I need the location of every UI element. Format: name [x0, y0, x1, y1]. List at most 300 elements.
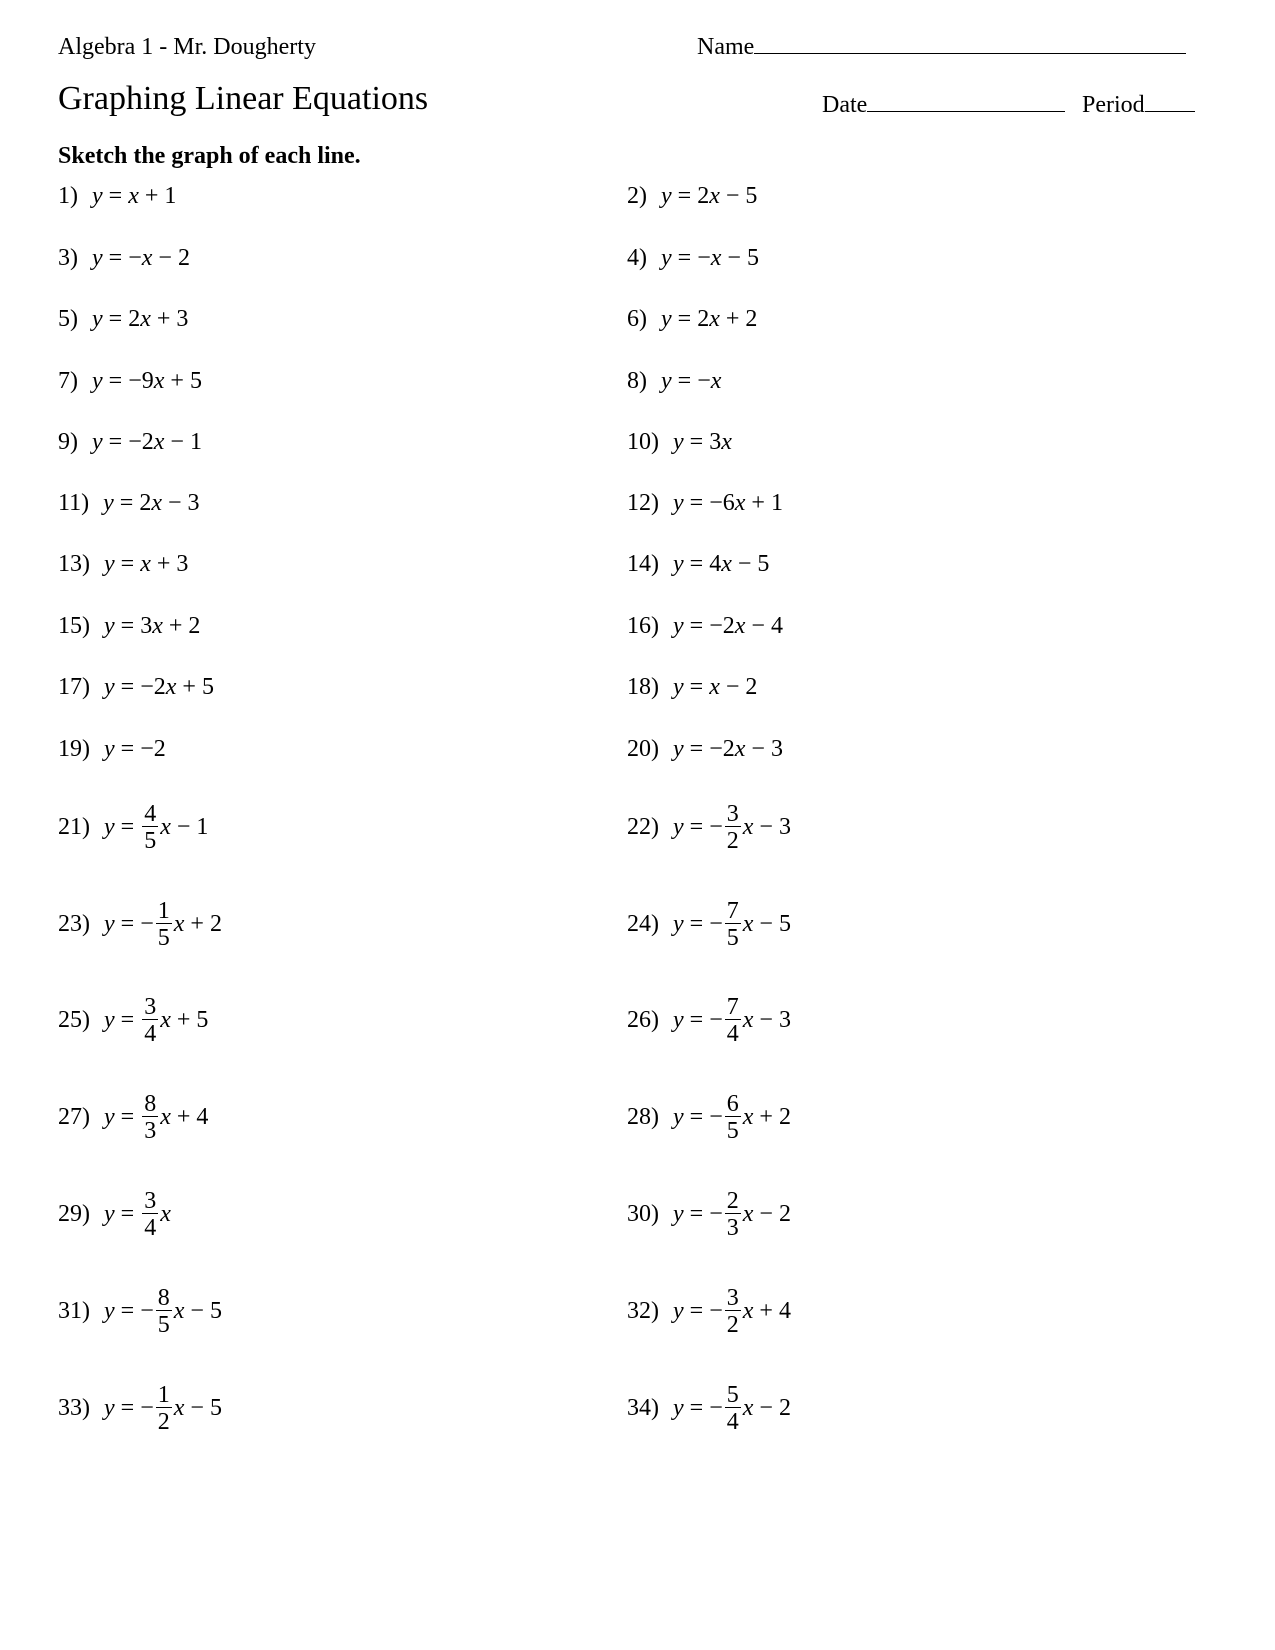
- fraction: [142, 802, 158, 853]
- fraction-denominator: 2: [157, 1408, 170, 1435]
- equation-term: 5: [746, 244, 759, 271]
- equation-term: 2: [177, 244, 190, 271]
- problem-number: 20): [627, 735, 659, 762]
- fraction-numerator: 4: [144, 800, 157, 827]
- equation: [661, 183, 757, 210]
- equation: [673, 613, 783, 640]
- equation-term: y: [104, 910, 115, 937]
- equation-term: 5: [201, 673, 214, 700]
- equation-term: y: [673, 612, 684, 639]
- equation-term: =: [120, 1103, 135, 1130]
- equation-term: =: [689, 813, 704, 840]
- problem-item: [627, 897, 791, 951]
- equation-term: 1: [189, 428, 202, 455]
- problem-item: [627, 176, 757, 216]
- equation-term: x: [709, 305, 720, 332]
- equation-term: y: [92, 305, 103, 332]
- equation-term: x: [151, 489, 162, 516]
- fraction-denominator: 4: [144, 1020, 157, 1047]
- equation-term: +: [168, 612, 183, 639]
- equation-term: x: [152, 612, 163, 639]
- problem-item: [58, 299, 188, 339]
- equation-term: 2: [745, 673, 758, 700]
- equation-term: 2: [745, 305, 758, 332]
- equation-rest: x − 5: [173, 1297, 222, 1324]
- equation-term: =: [689, 1394, 704, 1421]
- equation-term: −: [167, 489, 182, 516]
- fraction-numerator: 1: [157, 1381, 170, 1408]
- equation-term: −: [727, 244, 741, 271]
- fraction-numerator: 7: [726, 897, 739, 924]
- problem-item: [627, 1381, 791, 1435]
- equation-term: 3: [176, 550, 189, 577]
- problem-item: [58, 422, 202, 462]
- period-label: Period: [1082, 92, 1145, 118]
- equation-sign: −: [709, 1394, 723, 1421]
- equation: [92, 368, 202, 395]
- equation-term: −6: [709, 489, 735, 516]
- equation-term: y: [661, 244, 672, 271]
- equation-term: y: [104, 1297, 115, 1324]
- problem-item: [627, 993, 791, 1047]
- equation: [104, 551, 188, 578]
- equation-term: y: [104, 813, 115, 840]
- equation-term: y: [673, 1297, 684, 1324]
- problem-item: [58, 1381, 222, 1435]
- equation-term: −2: [128, 428, 154, 455]
- fraction-denominator: 2: [726, 1311, 739, 1338]
- equation-term: +: [182, 673, 196, 700]
- equation-term: −: [158, 244, 172, 271]
- equation-term: 5: [757, 550, 770, 577]
- fraction-denominator: 3: [144, 1117, 157, 1144]
- equation-term: x: [141, 244, 153, 271]
- equation-term: x: [140, 305, 151, 332]
- problem-number: 26): [627, 1006, 659, 1033]
- equation-term: −: [697, 367, 711, 394]
- problem-item: [58, 800, 209, 854]
- fraction-numerator: 3: [144, 993, 157, 1020]
- equation-rest: x − 2: [742, 1394, 791, 1421]
- problem-item: [627, 800, 791, 854]
- equation: [104, 674, 214, 701]
- equation-sign: −: [140, 910, 154, 937]
- equation-term: 3: [187, 489, 200, 516]
- equation-term: =: [108, 305, 123, 332]
- equation-term: =: [108, 182, 123, 209]
- equation-term: +: [144, 182, 159, 209]
- equation-term: =: [677, 244, 692, 271]
- equation: [661, 245, 759, 272]
- problem-number: 21): [58, 813, 90, 840]
- equation: [673, 1189, 791, 1240]
- equation-term: =: [689, 673, 704, 700]
- equation-term: 4: [770, 612, 783, 639]
- equation-term: −: [170, 428, 184, 455]
- equation-term: =: [689, 489, 704, 516]
- problem-item: [627, 422, 732, 462]
- instructions: Sketch the graph of each line.: [58, 143, 361, 169]
- equation: [673, 490, 783, 517]
- problem-number: 8): [627, 367, 647, 394]
- equation-term: 3: [770, 735, 783, 762]
- equation-term: y: [104, 612, 115, 639]
- problem-item: [58, 483, 200, 523]
- equation: [104, 736, 166, 763]
- problem-item: [58, 361, 202, 401]
- fraction: [725, 802, 741, 853]
- equation: [104, 1286, 222, 1337]
- equation-term: −9: [128, 367, 154, 394]
- equation: [104, 995, 208, 1046]
- equation-term: =: [120, 735, 135, 762]
- fraction: [725, 995, 741, 1046]
- equation-term: =: [689, 1006, 704, 1033]
- equation-term: y: [673, 1200, 684, 1227]
- equation-term: =: [689, 1297, 704, 1324]
- equation: [92, 183, 176, 210]
- equation-term: y: [104, 550, 115, 577]
- fraction-denominator: 5: [157, 924, 170, 951]
- equation-rest: x − 5: [742, 910, 791, 937]
- equation: [673, 899, 791, 950]
- equation-term: =: [689, 1103, 704, 1130]
- equation-term: 3: [709, 428, 722, 455]
- equation-rest: x + 2: [742, 1103, 791, 1130]
- problem-number: 23): [58, 910, 90, 937]
- problem-number: 31): [58, 1297, 90, 1324]
- equation-term: x: [734, 489, 746, 516]
- problem-number: 10): [627, 428, 659, 455]
- fraction-numerator: 3: [726, 800, 739, 827]
- fraction: [142, 995, 158, 1046]
- equation-term: =: [689, 1200, 704, 1227]
- equation-term: y: [673, 735, 684, 762]
- equation-term: y: [673, 1103, 684, 1130]
- equation-rest: x + 2: [173, 910, 222, 937]
- problem-number: 25): [58, 1006, 90, 1033]
- equation-term: =: [120, 910, 135, 937]
- problem-item: [627, 667, 757, 707]
- equation-rest: x − 3: [742, 1006, 791, 1033]
- problem-number: 34): [627, 1394, 659, 1421]
- equation-term: y: [661, 182, 672, 209]
- fraction: [142, 1189, 158, 1240]
- problem-number: 14): [627, 550, 659, 577]
- equation-term: −: [697, 244, 711, 271]
- equation-term: y: [92, 428, 103, 455]
- problem-item: [627, 1284, 791, 1338]
- equation: [673, 802, 791, 853]
- problem-item: [58, 993, 209, 1047]
- equation-term: =: [120, 1394, 135, 1421]
- fraction: [156, 899, 172, 950]
- equation-term: =: [120, 550, 135, 577]
- equation-term: =: [120, 673, 135, 700]
- equation: [673, 1383, 791, 1434]
- equation-term: =: [120, 1006, 135, 1033]
- equation-term: 2: [139, 489, 152, 516]
- fraction-denominator: 4: [144, 1214, 157, 1241]
- problem-item: [627, 1090, 791, 1144]
- equation-term: −2: [140, 673, 166, 700]
- fraction: [142, 1092, 158, 1143]
- problem-item: [627, 299, 757, 339]
- problem-number: 12): [627, 489, 659, 516]
- equation-term: x: [734, 612, 746, 639]
- fraction: [725, 1092, 741, 1143]
- fraction: [725, 1286, 741, 1337]
- equation-term: −: [128, 244, 142, 271]
- name-label: Name: [697, 34, 755, 60]
- equation-term: y: [104, 1103, 115, 1130]
- equation-sign: −: [709, 910, 723, 937]
- date-label: Date: [822, 92, 868, 118]
- problem-item: [58, 544, 188, 584]
- name-blank[interactable]: [754, 52, 1186, 54]
- equation-term: =: [677, 305, 692, 332]
- equation-term: =: [689, 612, 704, 639]
- equation-term: y: [92, 367, 103, 394]
- equation: [92, 429, 202, 456]
- problem-number: 29): [58, 1200, 90, 1227]
- equation-term: y: [92, 182, 103, 209]
- equation-term: x: [140, 550, 151, 577]
- equation-term: y: [103, 489, 114, 516]
- equation: [673, 429, 732, 456]
- equation-term: −2: [709, 735, 735, 762]
- equation-term: x: [734, 735, 746, 762]
- equation-sign: −: [140, 1297, 154, 1324]
- equation-term: y: [104, 1394, 115, 1421]
- equation-term: x: [709, 182, 720, 209]
- fraction-numerator: 8: [144, 1090, 157, 1117]
- problem-number: 33): [58, 1394, 90, 1421]
- equation-term: =: [119, 489, 134, 516]
- name-field[interactable]: [697, 34, 1186, 61]
- equation-term: −: [737, 550, 752, 577]
- problem-item: [58, 1284, 222, 1338]
- equation-term: 3: [176, 305, 189, 332]
- problem-number: 7): [58, 367, 78, 394]
- problem-item: [58, 667, 214, 707]
- equation-sign: −: [709, 1006, 723, 1033]
- equation-term: +: [156, 550, 171, 577]
- equation-term: =: [677, 182, 692, 209]
- problem-number: 19): [58, 735, 90, 762]
- equation-term: x: [721, 428, 732, 455]
- problem-item: [58, 729, 166, 769]
- equation-term: 1: [770, 489, 783, 516]
- fraction-numerator: 5: [726, 1381, 739, 1408]
- problem-item: [627, 544, 769, 584]
- equation: [673, 736, 783, 763]
- equation-term: =: [108, 244, 123, 271]
- fraction: [725, 1383, 741, 1434]
- equation: [104, 613, 200, 640]
- equation-term: =: [677, 367, 692, 394]
- problem-item: [58, 606, 200, 646]
- equation-term: −: [751, 735, 765, 762]
- equation-term: =: [689, 550, 704, 577]
- fraction-numerator: 3: [144, 1187, 157, 1214]
- equation: [92, 245, 190, 272]
- problem-item: [627, 606, 783, 646]
- equation: [104, 1092, 208, 1143]
- equation-term: −2: [140, 735, 166, 762]
- equation-term: 2: [128, 305, 141, 332]
- problem-item: [58, 176, 176, 216]
- equation-term: y: [673, 1006, 684, 1033]
- equation-term: =: [120, 813, 135, 840]
- equation-term: x: [128, 182, 139, 209]
- problem-number: 13): [58, 550, 90, 577]
- equation-term: 5: [189, 367, 202, 394]
- fraction: [725, 899, 741, 950]
- worksheet-title: Graphing Linear Equations: [58, 80, 429, 117]
- equation-term: −: [751, 612, 765, 639]
- fraction-denominator: 5: [157, 1311, 170, 1338]
- equation-term: x: [165, 673, 177, 700]
- equation-term: 4: [709, 550, 722, 577]
- problem-number: 15): [58, 612, 90, 639]
- equation-term: 5: [745, 182, 758, 209]
- problem-item: [58, 238, 190, 278]
- equation: [673, 674, 757, 701]
- equation-term: =: [689, 428, 704, 455]
- fraction: [156, 1383, 172, 1434]
- equation-rest: x + 4: [160, 1103, 209, 1130]
- fraction-numerator: 7: [726, 993, 739, 1020]
- equation-term: y: [661, 305, 672, 332]
- equation-term: x: [153, 428, 165, 455]
- equation: [661, 368, 721, 395]
- equation-term: −2: [709, 612, 735, 639]
- problem-number: 27): [58, 1103, 90, 1130]
- problem-number: 16): [627, 612, 659, 639]
- problem-item: [627, 483, 783, 523]
- fraction-numerator: 6: [726, 1090, 739, 1117]
- equation: [673, 1286, 791, 1337]
- fraction-numerator: 2: [726, 1187, 739, 1214]
- fraction-denominator: 3: [726, 1214, 739, 1241]
- equation-term: +: [725, 305, 740, 332]
- equation-term: x: [709, 673, 720, 700]
- problem-number: 5): [58, 305, 78, 332]
- equation-term: =: [120, 612, 135, 639]
- problem-number: 4): [627, 244, 647, 271]
- equation-rest: x: [160, 1200, 171, 1227]
- equation-term: =: [120, 1297, 135, 1324]
- equation-term: y: [661, 367, 672, 394]
- equation-term: x: [710, 367, 722, 394]
- problem-number: 6): [627, 305, 647, 332]
- equation-term: y: [673, 673, 684, 700]
- fraction-denominator: 4: [726, 1408, 739, 1435]
- equation-term: y: [104, 673, 115, 700]
- equation-term: 2: [188, 612, 201, 639]
- problem-number: 24): [627, 910, 659, 937]
- equation-term: y: [673, 489, 684, 516]
- equation-term: y: [673, 428, 684, 455]
- equation-term: 1: [164, 182, 177, 209]
- equation-term: 2: [697, 182, 710, 209]
- equation: [104, 1189, 171, 1240]
- equation-term: +: [751, 489, 765, 516]
- equation-term: y: [673, 550, 684, 577]
- date-field[interactable]: [822, 92, 1065, 119]
- equation-term: y: [673, 1394, 684, 1421]
- equation: [104, 802, 208, 853]
- equation: [673, 551, 769, 578]
- equation-sign: −: [140, 1394, 154, 1421]
- fraction-numerator: 1: [157, 897, 170, 924]
- fraction-numerator: 8: [157, 1284, 170, 1311]
- date-blank[interactable]: [867, 110, 1065, 112]
- equation-term: x: [710, 244, 722, 271]
- problem-number: 28): [627, 1103, 659, 1130]
- equation-term: =: [120, 1200, 135, 1227]
- equation-sign: −: [709, 813, 723, 840]
- equation-term: −: [725, 673, 740, 700]
- equation-rest: x − 3: [742, 813, 791, 840]
- problem-number: 1): [58, 182, 78, 209]
- equation-term: y: [673, 910, 684, 937]
- equation-term: +: [170, 367, 184, 394]
- fraction-denominator: 5: [726, 924, 739, 951]
- problem-number: 18): [627, 673, 659, 700]
- period-blank[interactable]: [1145, 110, 1195, 112]
- equation: [92, 306, 188, 333]
- equation-term: 3: [140, 612, 153, 639]
- equation-rest: x − 2: [742, 1200, 791, 1227]
- equation-term: y: [104, 1006, 115, 1033]
- problem-number: 11): [58, 489, 90, 516]
- equation-term: x: [153, 367, 165, 394]
- problem-item: [627, 1187, 791, 1241]
- equation-term: y: [673, 813, 684, 840]
- equation-sign: −: [709, 1297, 723, 1324]
- equation-term: y: [92, 244, 103, 271]
- problem-item: [627, 361, 721, 401]
- problem-item: [58, 1187, 171, 1241]
- equation-rest: x − 5: [173, 1394, 222, 1421]
- problem-item: [58, 1090, 209, 1144]
- fraction-denominator: 4: [726, 1020, 739, 1047]
- problem-number: 9): [58, 428, 78, 455]
- equation: [104, 1383, 222, 1434]
- problem-number: 22): [627, 813, 659, 840]
- fraction: [156, 1286, 172, 1337]
- equation-rest: x − 1: [160, 813, 209, 840]
- problem-item: [58, 897, 222, 951]
- equation-term: y: [104, 735, 115, 762]
- fraction-denominator: 5: [144, 827, 157, 854]
- equation: [673, 995, 791, 1046]
- fraction: [725, 1189, 741, 1240]
- equation-rest: x + 5: [160, 1006, 209, 1033]
- equation-term: =: [689, 735, 704, 762]
- fraction-numerator: 3: [726, 1284, 739, 1311]
- equation: [673, 1092, 791, 1143]
- equation-term: =: [689, 910, 704, 937]
- equation: [103, 490, 199, 517]
- fraction-denominator: 2: [726, 827, 739, 854]
- equation-term: =: [108, 428, 123, 455]
- equation-term: +: [156, 305, 171, 332]
- period-field[interactable]: [1082, 92, 1195, 119]
- problem-number: 2): [627, 182, 647, 209]
